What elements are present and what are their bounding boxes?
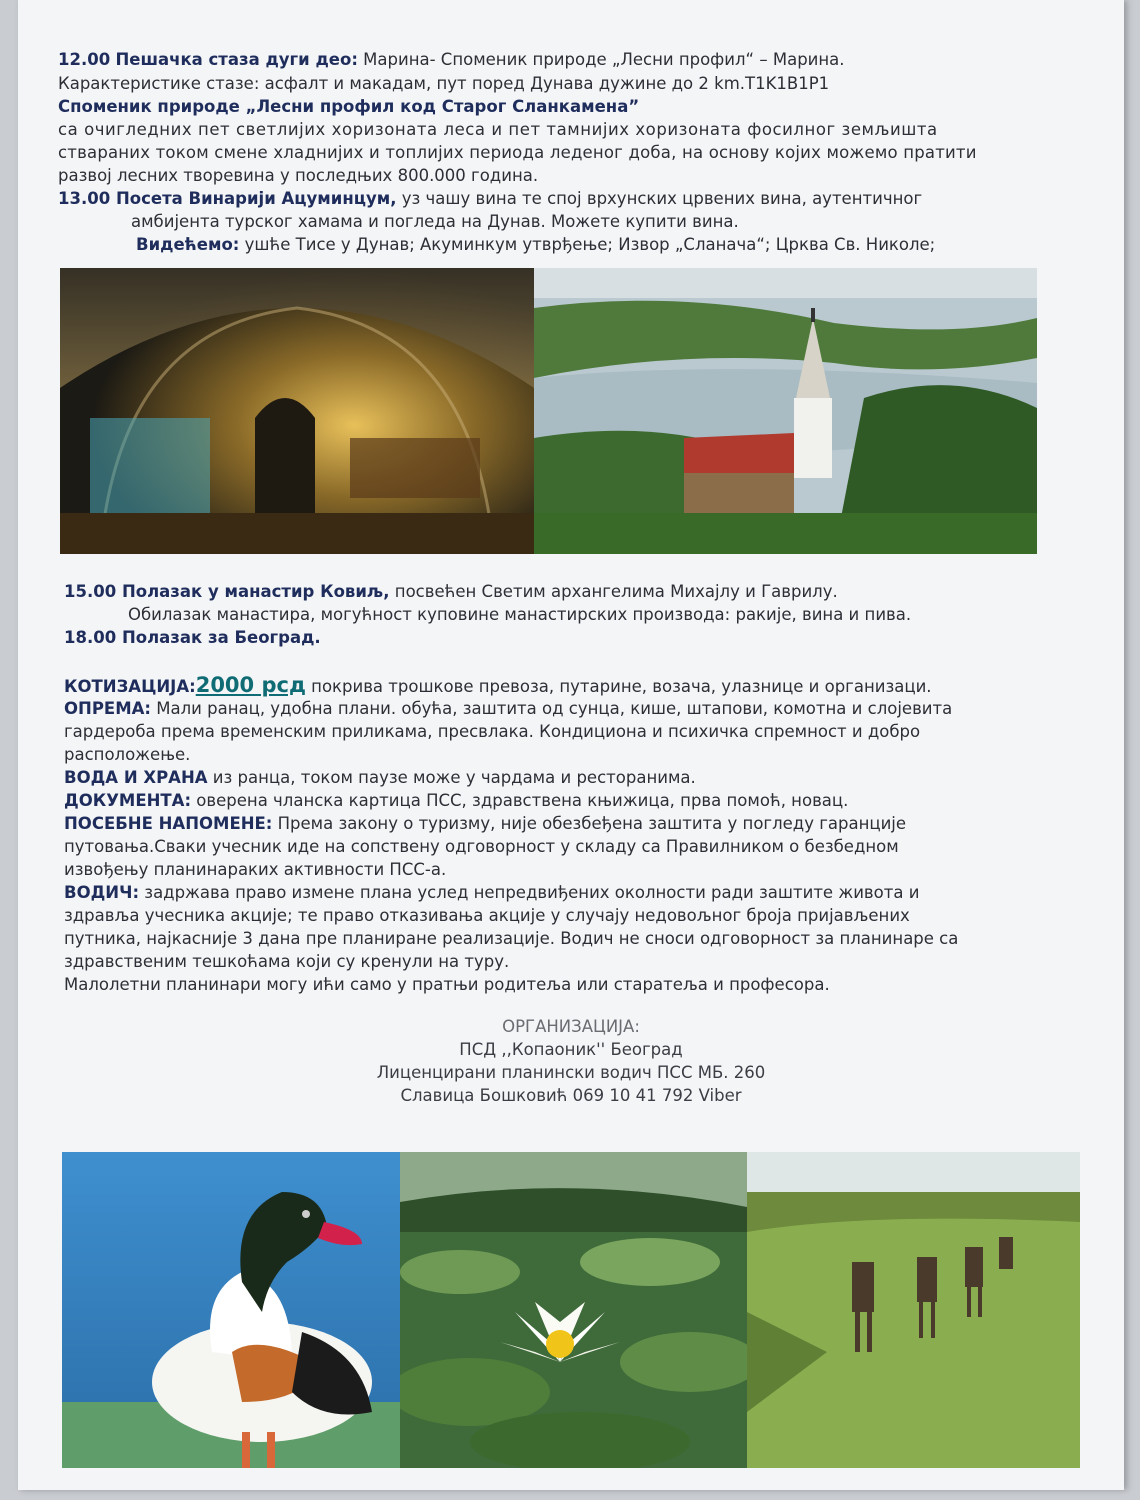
water-lily-photo	[400, 1152, 747, 1468]
winery-title: Посета Винарији Ацуминцум,	[110, 189, 397, 208]
documents-label: ДОКУМЕНТА:	[64, 791, 192, 810]
food-label: ВОДА И ХРАНА	[64, 768, 208, 787]
guide-line-2: здравља учесника акције; те право отказивања акције у случају недовољног броја пријављених	[64, 906, 910, 925]
water-lily-image	[400, 1152, 747, 1468]
equipment-text: Мали ранац, удобна плани. обућа, заштита од сунца, кише, штапови, комотна и слојевита	[151, 699, 953, 718]
monument-desc-2: ствараних током смене хладнијих и топлијих периода леденог доба, на основу којих можемо пратити	[58, 143, 977, 162]
notes-line	[64, 812, 1124, 835]
return-title: Полазак за Београд.	[116, 628, 321, 647]
itinerary-line-monastery	[64, 580, 1124, 603]
monument-title: Споменик природе „Лесни профил код Старог Сланкамена”	[58, 97, 640, 116]
org-guide: Лиценцирани планински водич ПСС МБ. 260	[376, 1063, 766, 1082]
fee-line	[64, 674, 1124, 698]
time-1800: 18.00	[64, 628, 117, 647]
equipment-label: ОПРЕМА:	[64, 699, 151, 718]
guide-line-4: здравственим тешкоћама који су кренули на туру.	[64, 952, 510, 971]
equipment-line-3: расположење.	[64, 745, 191, 764]
church-danube-image	[534, 268, 1037, 554]
monastery-title: Полазак у манастир Ковиљ,	[116, 582, 390, 601]
documents-text: оверена чланска картица ПСС, здравствена књижица, прва помоћ, новац.	[191, 791, 849, 810]
fee-price: 2000 рсд	[195, 673, 306, 697]
fee-text: покрива трошкове превоза, путарине, возача, улазнице и организаци.	[305, 677, 932, 696]
hike-route: Марина- Споменик природе „Лесни профил“ – Марина.	[357, 50, 845, 69]
org-heading: ОРГАНИЗАЦИЈА:	[502, 1017, 640, 1036]
itinerary-line-return	[64, 626, 1124, 649]
org-club: ПСД ,,Копаоник'' Београд	[459, 1040, 683, 1059]
food-text: из ранца, током паузе може у чардама и ресторанима.	[207, 768, 696, 787]
equipment-line-2: гардероба према временским приликама, пресвлака. Кондициона и психичка спремност и добро	[64, 722, 921, 741]
notes-line-3: извођењу планинараких активности ПСС-а.	[64, 860, 447, 879]
church-danube-photo	[534, 268, 1037, 554]
winery-cellar-image	[60, 268, 534, 554]
itinerary-line-winery	[58, 187, 1124, 210]
notes-text: Према закону о туризму, није обезбеђена заштита у погледу гаранције	[272, 814, 907, 833]
itinerary-line-1	[58, 48, 1124, 71]
guide-label: ВОДИЧ:	[64, 883, 140, 902]
monastery-desc-2: Обилазак манастира, могућност куповине манастирских производа: ракије, вина и пива.	[128, 605, 912, 624]
sights-text: ушће Тисе у Дунав; Акуминкум утврђење; Извор „Сланача“; Црква Св. Николе;	[239, 235, 936, 254]
sights-line	[136, 233, 1124, 256]
winery-desc: уз чашу вина те спој врхунских црвених вина, аутентичног	[396, 189, 923, 208]
guide-line	[64, 881, 1124, 904]
fee-label: КОТИЗАЦИЈА:	[64, 677, 196, 696]
monument-desc-3: развој лесних творевина у последњих 800.000 година.	[58, 166, 539, 185]
equipment-line	[64, 697, 1124, 720]
winery-desc-2: амбијента турског хамама и погледа на Дунав. Можете купити вина.	[131, 212, 739, 231]
documents-line	[64, 789, 1124, 812]
hike-title: Пешачка стаза дуги део:	[115, 50, 358, 69]
time-1500: 15.00	[64, 582, 117, 601]
time-1200: 12.00	[58, 50, 111, 69]
notes-line-2: путовања.Сваки учесник иде на сопствену одговорност у складу са Правилником о безбедном	[64, 837, 899, 856]
food-line	[64, 766, 1124, 789]
monastery-desc: посвећен Светим архангелима Михајлу и Гаврилу.	[389, 582, 838, 601]
monument-desc-1: са очигледних пет светлијих хоризоната леса и пет тамнијих хоризоната фосилног земљишта	[58, 120, 938, 139]
donkeys-meadow-image	[747, 1152, 1080, 1468]
sights-label: Видећемо:	[136, 235, 240, 254]
time-1300: 13.00	[58, 189, 111, 208]
org-contact: Славица Бошковић 069 10 41 792 Viber	[400, 1086, 742, 1105]
notes-label: ПОСЕБНЕ НАПОМЕНЕ:	[64, 814, 273, 833]
donkeys-photo	[747, 1152, 1080, 1468]
shelduck-photo	[62, 1152, 400, 1468]
guide-line-3: путника, најкасније 3 дана пре планиране реализације. Водич не сноси одговорност за планинаре са	[64, 929, 959, 948]
shelduck-image	[62, 1152, 400, 1468]
document-page	[18, 0, 1124, 1490]
guide-text: задржава право измене плана услед непредвиђених околности ради заштите живота и	[139, 883, 920, 902]
trail-characteristics: Карактеристике стазе: асфалт и макадам, пут поред Дунава дужине до 2 km.T1K1B1P1	[58, 74, 830, 93]
winery-cellar-photo	[60, 268, 534, 554]
minors-note: Малолетни планинари могу ићи само у пратњи родитеља или старатеља и професора.	[64, 975, 830, 994]
